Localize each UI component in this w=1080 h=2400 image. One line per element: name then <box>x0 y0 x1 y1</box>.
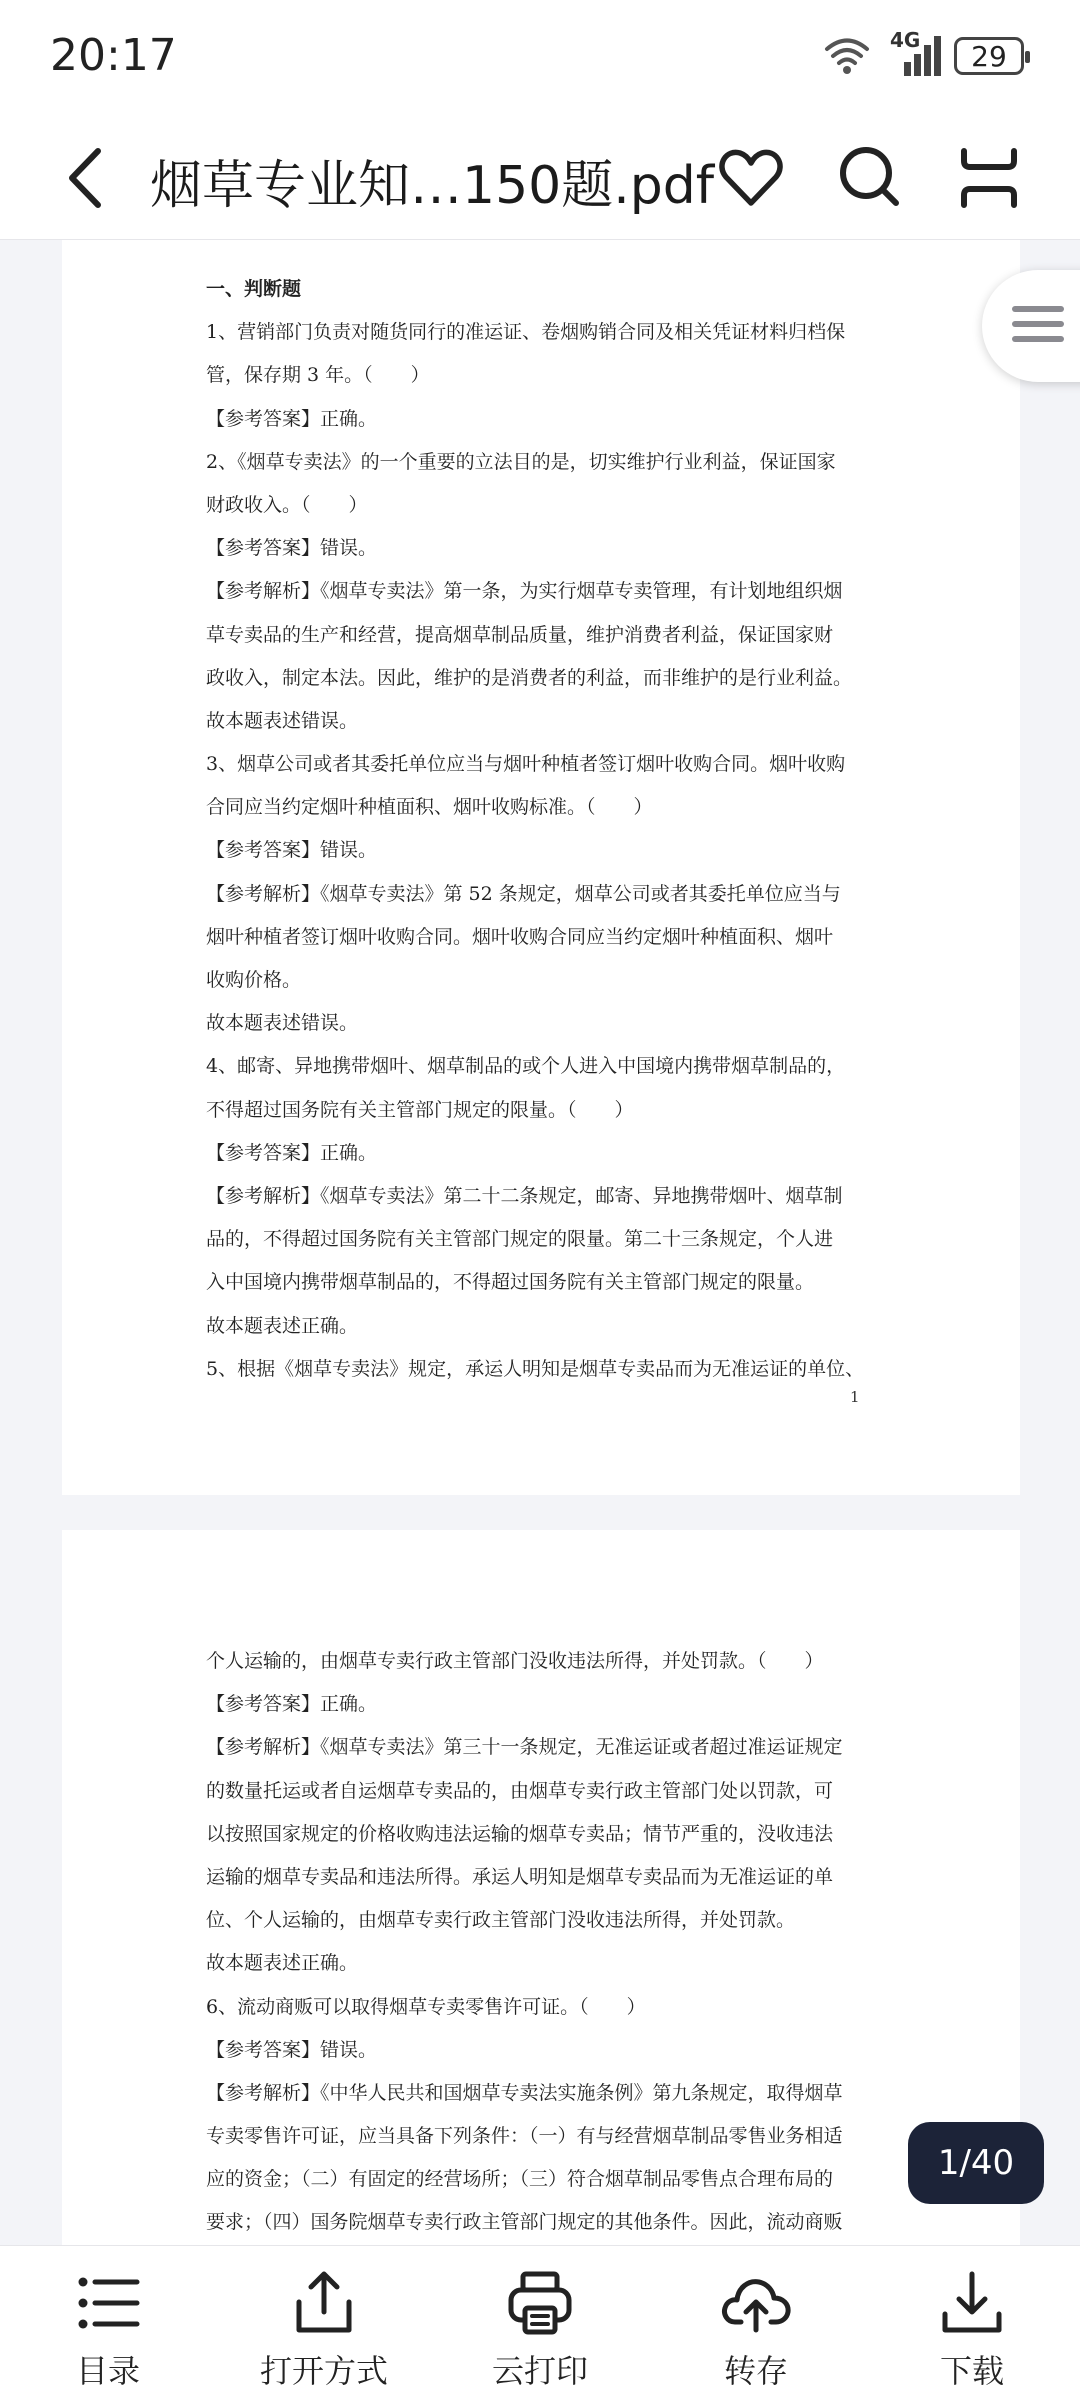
back-button[interactable] <box>62 145 112 211</box>
document-line: 【参考答案】正确。 <box>206 1693 378 1716</box>
battery-icon <box>954 37 1024 75</box>
document-line: 故本题表述错误。 <box>206 709 359 732</box>
open-with-button[interactable] <box>234 2246 414 2400</box>
document-line: 不得超过国务院有关主管部门规定的限量。（ ） <box>206 1098 634 1121</box>
document-line: 合同应当约定烟叶种植面积、烟叶收购标准。（ ） <box>206 796 653 819</box>
document-line: 1、营销部门负责对随货同行的准运证、卷烟购销合同及相关凭证材料归档保 <box>206 321 846 344</box>
pdf-page-1 <box>62 240 1020 1495</box>
download-icon <box>937 2268 1007 2338</box>
page-counter: 1/40 <box>908 2122 1044 2204</box>
share-icon <box>289 2268 359 2338</box>
document-line: 品的，不得超过国务院有关主管部门规定的限量。第二十三条规定，个人进 <box>206 1228 834 1251</box>
toolbar-label: 目录 <box>75 2352 140 2390</box>
document-line: 【参考解析】《烟草专卖法》第三十一条规定，无准运证或者超过准运证规定 <box>206 1736 843 1759</box>
save-to-cloud-button[interactable] <box>666 2246 846 2400</box>
document-line: 的数量托运或者自运烟草专卖品的，由烟草专卖行政主管部门处以罚款，可 <box>206 1779 834 1802</box>
page-number: 1 <box>850 1388 860 1406</box>
bottom-toolbar <box>0 2245 1080 2400</box>
cloud-upload-icon <box>721 2268 791 2338</box>
document-line: 草专卖品的生产和经营，提高烟草制品质量，维护消费者利益，保证国家财 <box>206 623 834 646</box>
download-button[interactable] <box>882 2246 1062 2400</box>
status-bar <box>0 0 1080 115</box>
document-line: 【参考答案】错误。 <box>206 2038 378 2061</box>
document-line: 政收入，制定本法。因此，维护的是消费者的利益，而非维护的是行业利益。 <box>206 666 853 689</box>
document-line: 入中国境内携带烟草制品的，不得超过国务院有关主管部门规定的限量。 <box>206 1271 815 1294</box>
toolbar-label: 云打印 <box>491 2352 588 2390</box>
document-line: 一、判断题 <box>206 278 302 300</box>
document-line: 财政收入。（ ） <box>206 493 368 516</box>
document-line: 【参考解析】《烟草专卖法》第一条，为实行烟草专卖管理，有计划地组织烟 <box>206 580 843 603</box>
pdf-page-2 <box>62 1530 1020 2245</box>
document-line: 【参考答案】正确。 <box>206 1141 378 1164</box>
document-line: 以按照国家规定的价格收购违法运输的烟草专卖品；情节严重的，没收违法 <box>206 1822 834 1845</box>
wifi-icon <box>824 36 870 76</box>
document-line: 【参考解析】《烟草专卖法》第二十二条规定，邮寄、异地携带烟叶、烟草制 <box>206 1184 843 1207</box>
status-icons <box>824 28 1024 78</box>
toc-button[interactable] <box>18 2246 198 2400</box>
heart-icon <box>718 145 784 211</box>
cloud-print-button[interactable] <box>450 2246 630 2400</box>
document-line: 【参考解析】《烟草专卖法》第 52 条规定，烟草公司或者其委托单位应当与 <box>206 882 841 905</box>
expand-button[interactable] <box>956 145 1022 211</box>
document-line: 要求；（四）国务院烟草专卖行政主管部门规定的其他条件。因此，流动商贩 <box>206 2211 843 2234</box>
document-line: 位、个人运输的，由烟草专卖行政主管部门没收违法所得，并处罚款。 <box>206 1909 796 1932</box>
document-line: 3、烟草公司或者其委托单位应当与烟叶种植者签订烟叶收购合同。烟叶收购 <box>206 753 846 776</box>
page-2-text <box>206 1640 896 2245</box>
toolbar-label: 转存 <box>723 2352 788 2390</box>
document-line: 故本题表述正确。 <box>206 1314 359 1337</box>
page-1-text <box>206 268 896 1391</box>
favorite-button[interactable] <box>718 145 784 211</box>
search-button[interactable] <box>836 143 902 209</box>
search-icon <box>836 143 902 209</box>
document-line: 4、邮寄、异地携带烟叶、烟草制品的或个人进入中国境内携带烟草制品的， <box>206 1055 846 1078</box>
document-line: 应的资金；（二）有固定的经营场所；（三）符合烟草制品零售点合理布局的 <box>206 2168 834 2191</box>
document-line: 故本题表述错误。 <box>206 1012 359 1035</box>
document-viewport[interactable] <box>0 240 1080 2245</box>
back-arrow-icon <box>62 145 112 211</box>
document-line: 管，保存期 3 年。（ ） <box>206 364 430 387</box>
document-line: 烟叶种植者签订烟叶收购合同。烟叶收购合同应当约定烟叶种植面积、烟叶 <box>206 925 834 948</box>
list-icon <box>73 2268 143 2338</box>
title-bar <box>0 115 1080 240</box>
battery-level: 29 <box>971 39 1007 73</box>
document-line: 专卖零售许可证，应当具备下列条件：（一）有与经营烟草制品零售业务相适 <box>206 2125 843 2148</box>
document-line: 2、《烟草专卖法》的一个重要的立法目的是，切实维护行业利益，保证国家 <box>206 450 836 473</box>
network-type: 4G <box>890 28 921 52</box>
signal-icon <box>882 28 942 78</box>
document-line: 【参考答案】正确。 <box>206 407 378 430</box>
document-line: 收购价格。 <box>206 969 302 991</box>
document-line: 运输的烟草专卖品和违法所得。承运人明知是烟草专卖品而为无准运证的单 <box>206 1865 834 1888</box>
document-line: 【参考解析】《中华人民共和国烟草专卖法实施条例》第九条规定，取得烟草 <box>206 2081 843 2104</box>
document-line: 故本题表述正确。 <box>206 1952 359 1975</box>
document-title: 烟草专业知…150题.pdf <box>150 156 715 216</box>
expand-icon <box>956 145 1022 211</box>
printer-icon <box>505 2268 575 2338</box>
document-line: 【参考答案】错误。 <box>206 839 378 862</box>
toolbar-label: 打开方式 <box>259 2352 388 2390</box>
document-line: 5、根据《烟草专卖法》规定，承运人明知是烟草专卖品而为无准运证的单位、 <box>206 1357 865 1380</box>
document-line: 个人运输的，由烟草专卖行政主管部门没收违法所得，并处罚款。（ ） <box>206 1650 824 1672</box>
menu-icon <box>1012 306 1064 351</box>
document-line: 6、流动商贩可以取得烟草专卖零售许可证。（ ） <box>206 1995 646 2018</box>
toolbar-label: 下载 <box>939 2352 1004 2390</box>
status-time: 20:17 <box>50 30 177 81</box>
document-line: 【参考答案】错误。 <box>206 537 378 560</box>
